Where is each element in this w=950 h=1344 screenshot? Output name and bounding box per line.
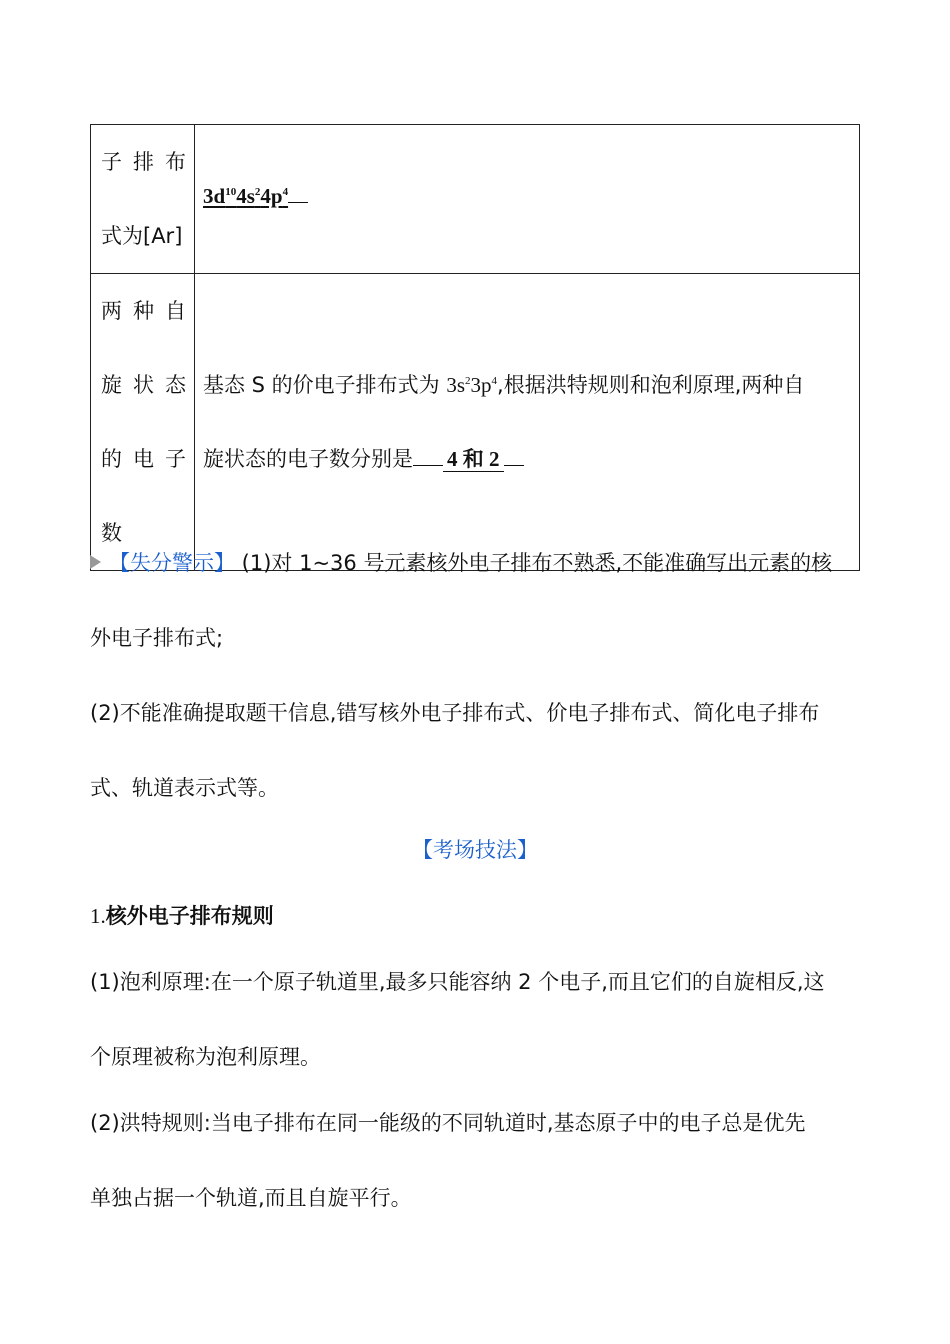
answer-config: $3d^{10}4s^24p^4$ <box>203 183 289 208</box>
row-label-line: 的 电 子 <box>101 447 186 471</box>
answer-blank-tail <box>288 201 308 203</box>
warning-line: 式、轨道表示式等。 <box>90 776 279 800</box>
table-row <box>91 125 860 274</box>
warning-paragraph: 【失分警示】 (1)对 1~36 号元素核外电子排布不熟悉,不能准确写出元素的核 外电子排布式; (2)不能准确提取题干信息,错写核外电子排布式、价电子排布式、简化电子排布 式、轨道表示式等。 <box>90 541 860 841</box>
rule-line: 单独占据一个轨道,而且自旋平行。 <box>90 1186 412 1210</box>
row-value-cell <box>195 274 860 571</box>
row-label-cell <box>91 274 195 571</box>
answer-table <box>90 124 860 571</box>
rule-line: (2)洪特规则:当电子排布在同一能级的不同轨道时,基态原子中的电子总是优先 <box>90 1111 806 1135</box>
play-arrow-icon <box>90 555 101 569</box>
rule-line: (1)泡利原理:在一个原子轨道里,最多只能容纳 2 个电子,而且它们的自旋相反,这 <box>90 970 825 994</box>
answer-count: 4 和 2 <box>443 447 504 472</box>
value-line: 基态 S 的价电子排布式为 $3s^23p^4$,根据洪特规则和泡利原理,两种自 <box>203 373 805 397</box>
warning-line: 外电子排布式; <box>90 626 224 650</box>
row-value-cell <box>195 125 860 274</box>
warning-tag: 【失分警示】 <box>109 551 235 575</box>
row-label-cell <box>91 125 195 274</box>
rules-section <box>90 894 860 1251</box>
row-label-line: 两 种 自 <box>101 299 186 323</box>
row-label-line: 子 排 布 <box>101 150 186 174</box>
row-label-line: 数 <box>101 521 122 545</box>
config-3s: $3s^23p^4$ <box>446 373 498 397</box>
section-heading: 【考场技法】 <box>412 838 538 862</box>
row-label-line: 旋 状 态 <box>101 373 186 397</box>
warning-line: (2)不能准确提取题干信息,错写核外电子排布式、价电子排布式、简化电子排布 <box>90 701 820 725</box>
rules-title: 1.核外电子排布规则 <box>90 904 274 928</box>
table-row <box>91 274 860 571</box>
row-label-line: 式为[Ar] <box>101 224 183 248</box>
rule-line: 个原理被称为泡利原理。 <box>90 1045 321 1069</box>
value-line: 旋状态的电子数分别是 4 和 2 <box>203 422 851 496</box>
